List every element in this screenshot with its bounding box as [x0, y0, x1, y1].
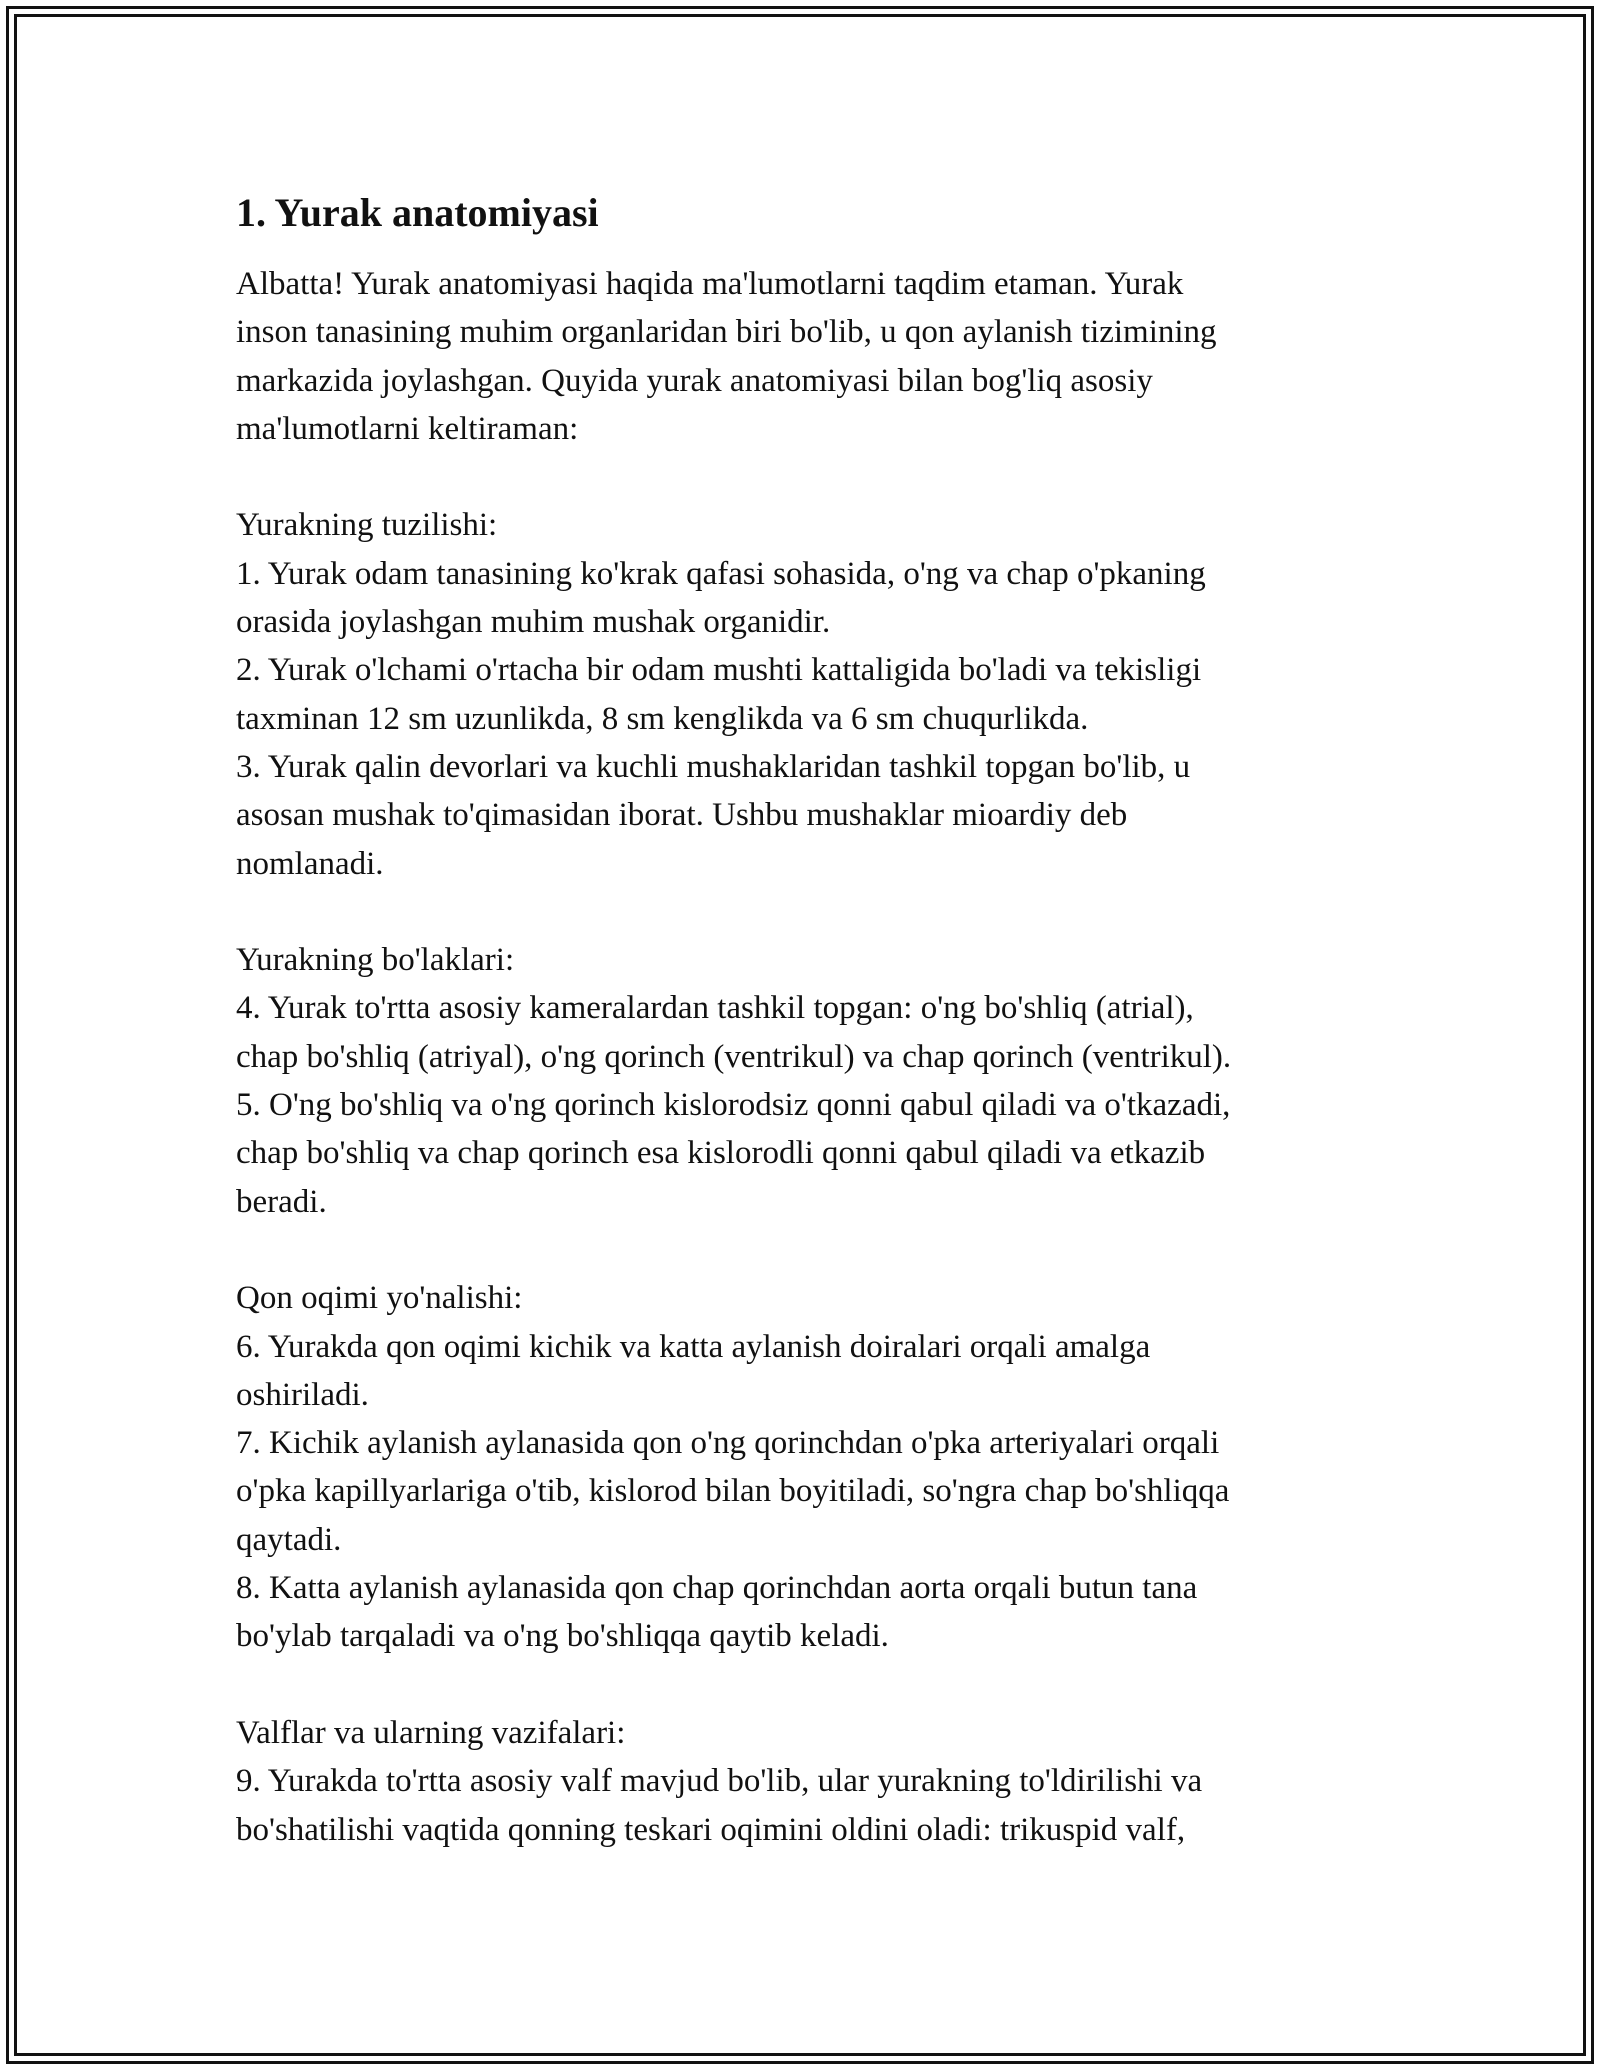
text-line: nomlanadi.: [236, 845, 384, 882]
text-line: beradi.: [236, 1183, 327, 1220]
list-item-3: 3. Yurak qalin devorlari va kuchli mushaklaridan tashkil topgan bo'lib, u: [236, 748, 1191, 785]
text-line: chap bo'shliq (atriyal), o'ng qorinch (ventrikul) va chap qorinch (ventrikul).: [236, 1038, 1232, 1075]
list-item-6: 6. Yurakda qon oqimi kichik va katta aylanish doiralari orqali amalga: [236, 1328, 1151, 1365]
text-line: oshiriladi.: [236, 1376, 369, 1413]
text-line: inson tanasining muhim organlaridan biri bo'lib, u qon aylanish tizimining: [236, 314, 1217, 351]
blank-line: [236, 1226, 1366, 1274]
list-item-9: 9. Yurakda to'rtta asosiy valf mavjud bo'lib, ular yurakning to'ldirilishi va: [236, 1763, 1203, 1800]
text-line: asosan mushak to'qimasidan iborat. Ushbu mushaklar mioardiy deb: [236, 797, 1128, 834]
page-title: 1. Yurak anatomiyasi: [236, 190, 599, 235]
text-line: ma'lumotlarni keltiraman:: [236, 410, 579, 447]
blank-line: [236, 888, 1366, 936]
list-item-5: 5. O'ng bo'shliq va o'ng qorinch kislorodsiz qonni qabul qiladi va o'tkazadi,: [236, 1087, 1231, 1124]
text-line: o'pka kapillyarlariga o'tib, kislorod bilan boyitiladi, so'ngra chap bo'shliqqa: [236, 1473, 1230, 1510]
text-line: Albatta! Yurak anatomiyasi haqida ma'lumotlarni taqdim etaman. Yurak: [236, 266, 1184, 302]
text-line: qaytadi.: [236, 1521, 342, 1558]
blank-line: [236, 453, 1366, 501]
blank-line: [236, 1661, 1366, 1709]
section-heading-qon-oqimi: Qon oqimi yo'nalishi:: [236, 1280, 523, 1317]
text-line: bo'ylab tarqaladi va o'ng bo'shliqqa qaytib keladi.: [236, 1618, 889, 1655]
section-heading-valflar: Valflar va ularning vazifalari:: [236, 1714, 626, 1751]
document-content: [236, 186, 1366, 1854]
list-item-2: 2. Yurak o'lchami o'rtacha bir odam mushti kattaligida bo'ladi va tekisligi: [236, 652, 1202, 689]
section-heading-tuzilishi: Yurakning tuzilishi:: [236, 507, 498, 544]
document-body: [236, 260, 1366, 1854]
section-heading-bolaklari: Yurakning bo'laklari:: [236, 942, 515, 979]
list-item-1: 1. Yurak odam tanasining ko'krak qafasi sohasida, o'ng va chap o'pkaning: [236, 555, 1206, 592]
text-line: taxminan 12 sm uzunlikda, 8 sm kenglikda va 6 sm chuqurlikda.: [236, 700, 1089, 737]
list-item-7: 7. Kichik aylanish aylanasida qon o'ng qorinchdan o'pka arteriyalari orqali: [236, 1425, 1220, 1462]
list-item-4: 4. Yurak to'rtta asosiy kameralardan tashkil topgan: o'ng bo'shliq (atrial),: [236, 990, 1194, 1027]
text-line: bo'shatilishi vaqtida qonning teskari oqimini oldini oladi: trikuspid valf,: [236, 1811, 1186, 1848]
text-line: markazida joylashgan. Quyida yurak anatomiyasi bilan bog'liq asosiy: [236, 362, 1153, 399]
text-line: chap bo'shliq va chap qorinch esa kislorodli qonni qabul qiladi va etkazib: [236, 1135, 1206, 1172]
list-item-8: 8. Katta aylanish aylanasida qon chap qorinchdan aorta orqali butun tana: [236, 1570, 1198, 1607]
text-line: orasida joylashgan muhim mushak organidir.: [236, 604, 831, 641]
